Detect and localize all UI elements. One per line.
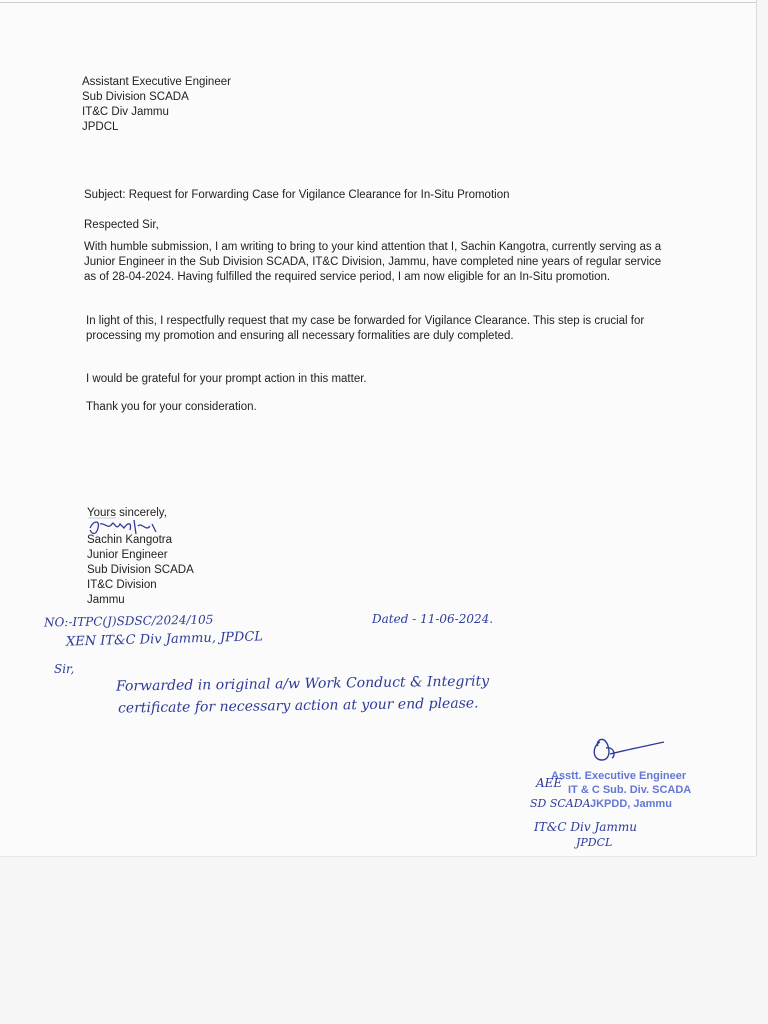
salutation: Respected Sir, (84, 219, 159, 231)
handwritten-note-line-2: certificate for necessary action at your end please. (117, 695, 479, 717)
sender-unit: Sub Division SCADA (87, 564, 194, 576)
body-paragraph-3: I would be grateful for your prompt action in this matter. (86, 373, 367, 385)
stamp-line-3: JKPDD, Jammu (590, 798, 672, 810)
recipient-line-4: JPDCL (82, 121, 119, 133)
sender-name: Sachin Kangotra (87, 534, 173, 546)
handwritten-sign-block-line-3: IT&C Div Jammu (534, 820, 637, 834)
stamp-line-2: IT & C Sub. Div. SCADA (568, 784, 692, 796)
subject-line: Subject: Request for Forwarding Case for Vigilance Clearance for In-Situ Promotion (84, 189, 510, 201)
body-paragraph-4: Thank you for your consideration. (86, 401, 257, 413)
recipient-line-3: IT&C Div Jammu (82, 106, 169, 118)
sender-place: Jammu (87, 594, 125, 606)
handwritten-salutation: Sir, (54, 662, 75, 676)
recipient-line-1: Assistant Executive Engineer (82, 76, 231, 88)
handwritten-sign-block-line-1: AEE (536, 776, 563, 790)
body-paragraph-1: With humble submission, I am writing to bring to your kind attention that I, Sachin Kangotra, currently serving as a Junior Engineer in the Sub Division SCADA, IT&C Division, Jammu, have completed nine years of regular service as of 28-04-2024. Having fulfilled the required service period, I am now eligible for an In-Situ promotion. (84, 241, 662, 283)
body-paragraph-2: In light of this, I respectfully request that my case be forwarded for Vigilance Clearance. This step is crucial for processing my promotion and ensuring all necessary formalities are duly completed. (86, 315, 645, 342)
handwritten-addressee: XEN IT&C Div Jammu, JPDCL (65, 629, 264, 650)
handwritten-note-line-1: Forwarded in original a/w Work Conduct & Integrity (115, 673, 490, 695)
handwritten-sign-block-line-4: JPDCL (576, 836, 613, 849)
officer-signature (586, 732, 666, 768)
sender-designation: Junior Engineer (87, 549, 168, 561)
sender-division: IT&C Division (87, 579, 157, 591)
scan-edge-top (0, 2, 756, 3)
sign-off: Yours sincerely, (87, 507, 167, 519)
handwritten-sign-block-line-2: SD SCADA (530, 797, 591, 810)
scan-edge-bottom (0, 856, 756, 857)
recipient-line-2: Sub Division SCADA (82, 91, 189, 103)
handwritten-reference-number: NO:-ITPC(J)SDSC/2024/105 (43, 612, 214, 630)
stamp-line-1: Asstt. Executive Engineer (551, 770, 687, 782)
handwritten-date: Dated - 11-06-2024. (372, 612, 494, 626)
